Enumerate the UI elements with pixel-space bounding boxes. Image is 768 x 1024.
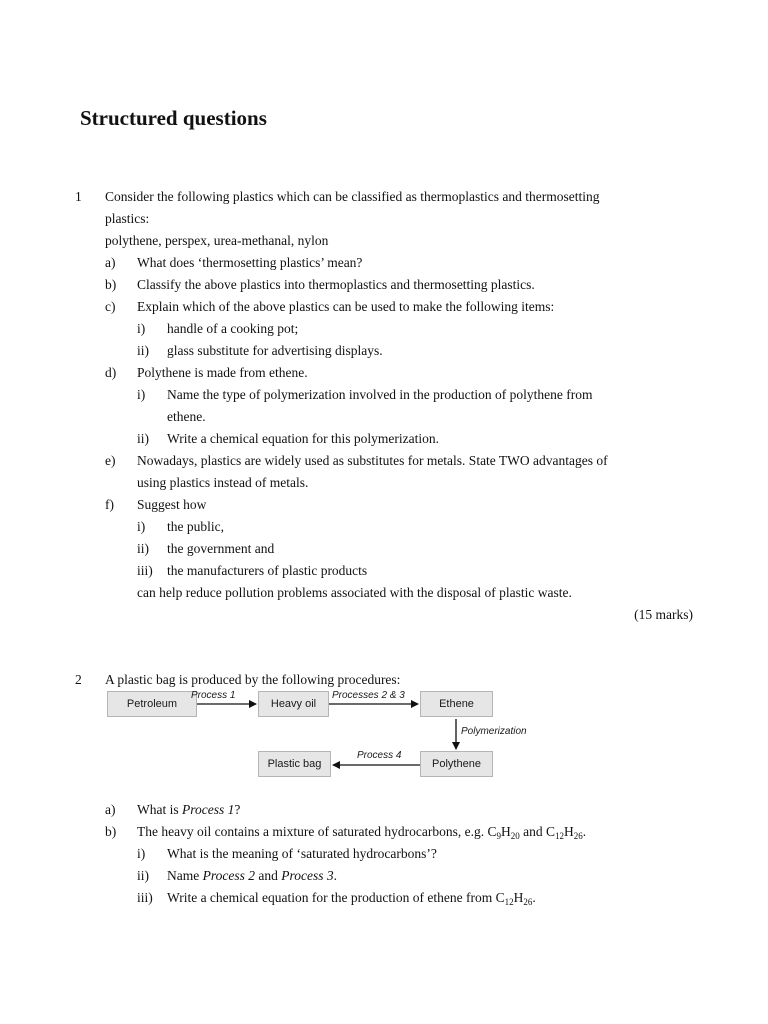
q1c-i-text: handle of a cooking pot; bbox=[167, 321, 299, 336]
q1e-label: e) bbox=[105, 453, 116, 468]
box-petroleum: Petroleum bbox=[107, 691, 197, 717]
q1f-tail: can help reduce pollution problems associated with the disposal of plastic waste. bbox=[137, 585, 572, 600]
q1a-text: What does ‘thermosetting plastics’ mean? bbox=[137, 255, 363, 270]
q2-intro: A plastic bag is produced by the following procedures: bbox=[105, 672, 401, 687]
q1f-text: Suggest how bbox=[137, 497, 207, 512]
q1d-ii-label: ii) bbox=[137, 431, 149, 446]
q1f-label: f) bbox=[105, 497, 114, 512]
q2b-iii-label: iii) bbox=[137, 890, 153, 905]
q1f-iii-text: the manufacturers of plastic products bbox=[167, 563, 368, 578]
q2b-i-label: i) bbox=[137, 846, 146, 861]
question-2-number: 2 bbox=[75, 672, 82, 687]
q2b-ii-label: ii) bbox=[137, 868, 149, 883]
q1a-label: a) bbox=[105, 255, 116, 270]
q1c-ii-text: glass substitute for advertising displays. bbox=[167, 343, 383, 358]
box-polythene: Polythene bbox=[420, 751, 493, 777]
label-process1: Process 1 bbox=[191, 690, 236, 701]
q1d-text: Polythene is made from ethene. bbox=[137, 365, 308, 380]
question-1-number: 1 bbox=[75, 189, 82, 204]
q1c-ii-label: ii) bbox=[137, 343, 149, 358]
q2b-iii-text: Write a chemical equation for the production of ethene from $C_{12}H_{26}$. bbox=[167, 890, 536, 907]
q1d-i-text-line2: ethene. bbox=[167, 409, 206, 424]
q2a-label: a) bbox=[105, 802, 116, 817]
box-heavy-oil: Heavy oil bbox=[258, 691, 329, 717]
q1f-i-text: the public, bbox=[167, 519, 224, 534]
q1e-text-line2: using plastics instead of metals. bbox=[137, 475, 309, 490]
q1e-text-line1: Nowadays, plastics are widely used as substitutes for metals. State TWO advantages of bbox=[137, 453, 608, 468]
q2b-text: The heavy oil contains a mixture of saturated hydrocarbons, e.g. $C_9H_{20}$ and $C_{12}H_{26}$. bbox=[137, 824, 587, 841]
label-process4: Process 4 bbox=[357, 750, 402, 761]
q1-intro-line2: plastics: bbox=[105, 211, 150, 226]
page-title: Structured questions bbox=[80, 106, 267, 130]
q1f-iii-label: iii) bbox=[137, 563, 153, 578]
q2b-ii-text: Name Process 2 and Process 3. bbox=[167, 868, 337, 883]
q1f-ii-label: ii) bbox=[137, 541, 149, 556]
q1b-label: b) bbox=[105, 277, 117, 292]
label-processes23: Processes 2 & 3 bbox=[332, 690, 405, 701]
label-polymerization: Polymerization bbox=[461, 726, 527, 737]
q1-marks: (15 marks) bbox=[634, 607, 693, 622]
q1c-i-label: i) bbox=[137, 321, 146, 336]
q2b-label: b) bbox=[105, 824, 117, 839]
q1-plastics-list: polythene, perspex, urea-methanal, nylon bbox=[105, 233, 329, 248]
box-plastic-bag: Plastic bag bbox=[258, 751, 331, 777]
q1d-ii-text: Write a chemical equation for this polymerization. bbox=[167, 431, 439, 446]
q1f-ii-text: the government and bbox=[167, 541, 275, 556]
q2a-text: What is Process 1? bbox=[137, 802, 241, 817]
q1c-text: Explain which of the above plastics can be used to make the following items: bbox=[137, 299, 555, 314]
q1d-i-text-line1: Name the type of polymerization involved in the production of polythene from bbox=[167, 387, 593, 402]
q2b-i-text: What is the meaning of ‘saturated hydrocarbons’? bbox=[167, 846, 437, 861]
q1d-i-label: i) bbox=[137, 387, 146, 402]
q1-intro-line1: Consider the following plastics which can be classified as thermoplastics and thermosetting bbox=[105, 189, 600, 204]
q1d-label: d) bbox=[105, 365, 117, 380]
q1b-text: Classify the above plastics into thermoplastics and thermosetting plastics. bbox=[137, 277, 535, 292]
q1c-label: c) bbox=[105, 299, 116, 314]
q1f-i-label: i) bbox=[137, 519, 146, 534]
box-ethene: Ethene bbox=[420, 691, 493, 717]
